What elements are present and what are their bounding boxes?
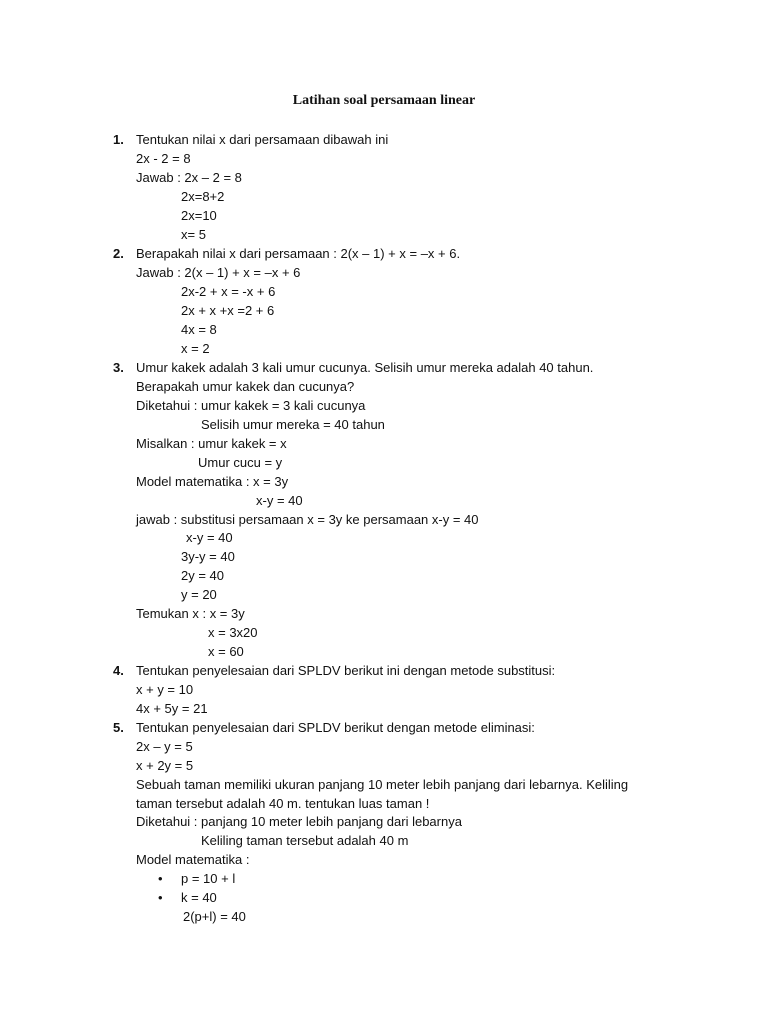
question-1-text: Tentukan nilai x dari persamaan dibawah ini <box>136 132 389 147</box>
question-2-step: x = 2 <box>181 341 210 356</box>
bullet-icon: • <box>158 890 163 905</box>
question-4-equation: x + y = 10 <box>136 682 194 697</box>
question-3-answer: jawab : substitusi persamaan x = 3y ke persamaan x-y = 40 <box>136 512 479 527</box>
question-5-text: Tentukan penyelesaian dari SPLDV berikut dengan metode eliminasi: <box>136 720 535 735</box>
question-number-5: 5. <box>113 720 124 735</box>
question-2-text: Berapakah nilai x dari persamaan : 2(x – 1) + x = –x + 6. <box>136 246 461 261</box>
question-5-equation: 2x – y = 5 <box>136 739 193 754</box>
question-3-step: y = 20 <box>181 587 217 602</box>
question-2-step: 2x-2 + x = -x + 6 <box>181 284 276 299</box>
question-1-equation: 2x - 2 = 8 <box>136 151 191 166</box>
question-3-text: Berapakah umur kakek dan cucunya? <box>136 379 355 394</box>
question-3-find: x = 3x20 <box>208 625 258 640</box>
question-1-step: 2x=8+2 <box>181 189 225 204</box>
document-title: Latihan soal persamaan linear <box>292 93 476 108</box>
problem-text: taman tersebut adalah 40 m. tentukan luas taman ! <box>136 796 430 811</box>
question-4-text: Tentukan penyelesaian dari SPLDV berikut ini dengan metode substitusi: <box>136 663 556 678</box>
question-1-step: 2x=10 <box>181 208 217 223</box>
question-3-model: x-y = 40 <box>256 493 303 508</box>
problem-step: 2(p+l) = 40 <box>183 909 246 924</box>
problem-model: Model matematika : <box>136 852 250 867</box>
question-2-step: 2x + x +x =2 + 6 <box>181 303 275 318</box>
question-3-model: Model matematika : x = 3y <box>136 474 289 489</box>
problem-known: Diketahui : panjang 10 meter lebih panjang dari lebarnya <box>136 814 462 829</box>
question-3-step: 3y-y = 40 <box>181 549 235 564</box>
question-5-equation: x + 2y = 5 <box>136 758 194 773</box>
question-1-step: x= 5 <box>181 227 206 242</box>
question-3-let: Umur cucu = y <box>198 455 283 470</box>
question-number-1: 1. <box>113 132 124 147</box>
problem-known: Keliling taman tersebut adalah 40 m <box>201 833 409 848</box>
question-3-find: Temukan x : x = 3y <box>136 606 245 621</box>
question-number-2: 2. <box>113 246 124 261</box>
question-number-4: 4. <box>113 663 124 678</box>
question-number-3: 3. <box>113 360 124 375</box>
question-3-known: Diketahui : umur kakek = 3 kali cucunya <box>136 398 366 413</box>
question-3-known: Selisih umur mereka = 40 tahun <box>201 417 385 432</box>
problem-text: Sebuah taman memiliki ukuran panjang 10 meter lebih panjang dari lebarnya. Keliling <box>136 777 629 792</box>
question-2-answer: Jawab : 2(x – 1) + x = –x + 6 <box>136 265 301 280</box>
question-2-step: 4x = 8 <box>181 322 217 337</box>
problem-model-item: k = 40 <box>181 890 217 905</box>
question-3-step: x-y = 40 <box>186 530 233 545</box>
question-4-equation: 4x + 5y = 21 <box>136 701 208 716</box>
question-1-answer: Jawab : 2x – 2 = 8 <box>136 170 242 185</box>
question-3-find: x = 60 <box>208 644 244 659</box>
question-3-step: 2y = 40 <box>181 568 225 583</box>
question-3-text: Umur kakek adalah 3 kali umur cucunya. Selisih umur mereka adalah 40 tahun. <box>136 360 594 375</box>
problem-model-item: p = 10 + l <box>181 871 236 886</box>
question-3-let: Misalkan : umur kakek = x <box>136 436 287 451</box>
bullet-icon: • <box>158 871 163 886</box>
